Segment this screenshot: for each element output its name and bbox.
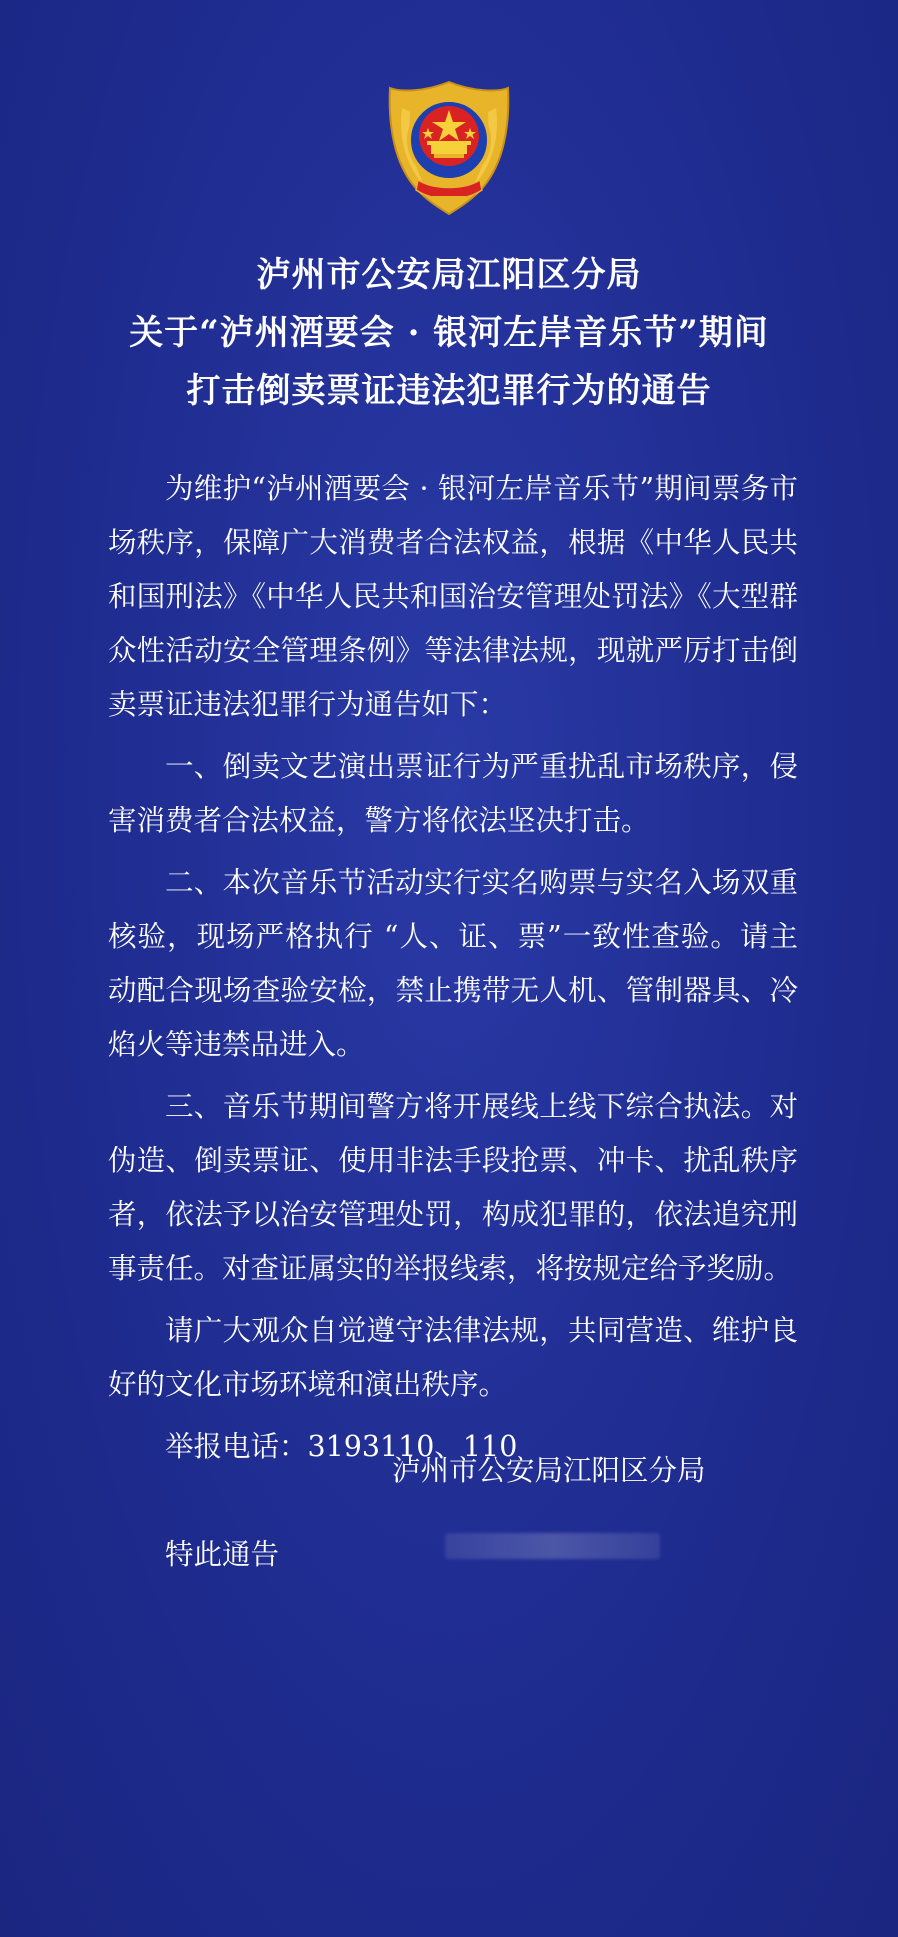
blurred-watermark [445,1533,660,1559]
signoff-text: 特此通告 [165,1538,280,1571]
police-emblem-icon [384,78,514,218]
intro-paragraph: 为维护“泸州酒要会 · 银河左岸音乐节”期间票务市场秩序，保障广大消费者合法权益，根据《中华人民共和国刑法》《中华人民共和国治安管理处罚法》《大型群众性活动安全管理条例》等法律法规，现就严厉打击倒卖票证违法犯罪行为通告如下： [108,472,798,721]
hotline-paragraph: 举报电话：3193110、110 [165,1430,518,1463]
item-three-paragraph: 三、音乐节期间警方将开展线上线下综合执法。对伪造、倒卖票证、使用非法手段抢票、冲卡、扰乱秩序者，依法予以治安管理处罚，构成犯罪的，依法追究刑事责任。对查证属实的举报线索，将按规定给予奖励。 [108,1090,798,1285]
title-subject: 关于“泸州酒要会 · 银河左岸音乐节”期间 [129,313,769,353]
title-issuer: 泸州市公安局江阳区分局 [256,255,642,295]
issuer-signature: 泸州市公安局江阳区分局 [392,1454,706,1487]
appeal-paragraph: 请广大观众自觉遵守法律法规，共同营造、维护良好的文化市场环境和演出秩序。 [108,1314,798,1401]
notice-title [0,246,898,420]
item-two-paragraph: 二、本次音乐节活动实行实名购票与实名入场双重核验，现场严格执行 “人、证、票”一致性查验。请主动配合现场查验安检，禁止携带无人机、管制器具、冷焰火等违禁品进入。 [108,866,798,1061]
title-topic: 打击倒卖票证违法犯罪行为的通告 [186,371,712,411]
item-one-paragraph: 一、倒卖文艺演出票证行为严重扰乱市场秩序，侵害消费者合法权益，警方将依法坚决打击。 [108,750,798,837]
notice-body [108,462,798,1582]
